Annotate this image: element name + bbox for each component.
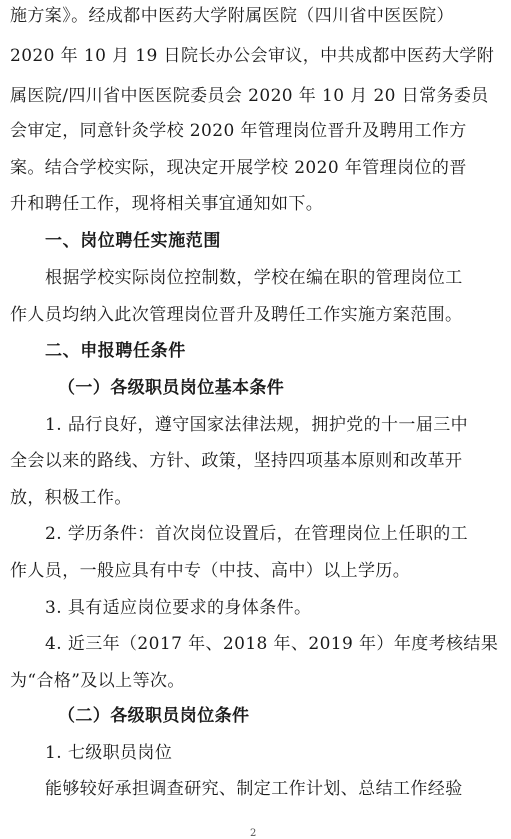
list-item-title: 1. 七级职员岗位 xyxy=(45,743,173,763)
body-text-line: 会审定，同意针灸学校 2020 年管理岗位晋升及聘用工作方 xyxy=(10,121,467,141)
body-text-line: 2020 年 10 月 19 日院长办公会审议，中共成都中医药大学附 xyxy=(10,46,495,66)
subsection-heading-basic: （一）各级职员岗位基本条件 xyxy=(58,378,285,398)
list-item-text: 4. 近三年（2017 年、2018 年、2019 年）年度考核结果 xyxy=(45,634,499,654)
section-heading-scope: 一、岗位聘任实施范围 xyxy=(45,231,221,251)
list-item-text: 为“合格”及以上等次。 xyxy=(10,671,185,691)
subsection-heading-positions: （二）各级职员岗位条件 xyxy=(58,706,250,726)
body-text-line: 升和聘任工作，现将相关事宜通知如下。 xyxy=(10,194,324,214)
list-item-text: 全会以来的路线、方针、政策，坚持四项基本原则和改革开 xyxy=(10,451,463,471)
section-heading-conditions: 二、申报聘任条件 xyxy=(45,341,186,361)
body-text-line: 案。结合学校实际，现决定开展学校 2020 年管理岗位的晋 xyxy=(10,158,467,178)
body-text-line: 属医院/四川省中医医院委员会 2020 年 10 月 20 日常务委员 xyxy=(10,86,489,106)
list-item-text: 放，积极工作。 xyxy=(10,488,132,508)
body-text-line: 作人员均纳入此次管理岗位晋升及聘任工作实施方案范围。 xyxy=(10,305,463,325)
body-text-line: 根据学校实际岗位控制数，学校在编在职的管理岗位工 xyxy=(45,268,463,288)
list-item-text: 能够较好承担调查研究、制定工作计划、总结工作经验 xyxy=(45,779,463,799)
list-item-text: 2. 学历条件：首次岗位设置后，在管理岗位上任职的工 xyxy=(45,524,469,544)
body-text-line: 施方案》。经成都中医药大学附属医院（四川省中医医院） xyxy=(10,6,454,26)
list-item-text: 3. 具有适应岗位要求的身体条件。 xyxy=(45,598,312,618)
list-item-text: 1. 品行良好，遵守国家法律法规，拥护党的十一届三中 xyxy=(45,415,469,435)
list-item-text: 作人员，一般应具有中专（中技、高中）以上学历。 xyxy=(10,561,411,581)
page-number: 2 xyxy=(250,828,257,839)
